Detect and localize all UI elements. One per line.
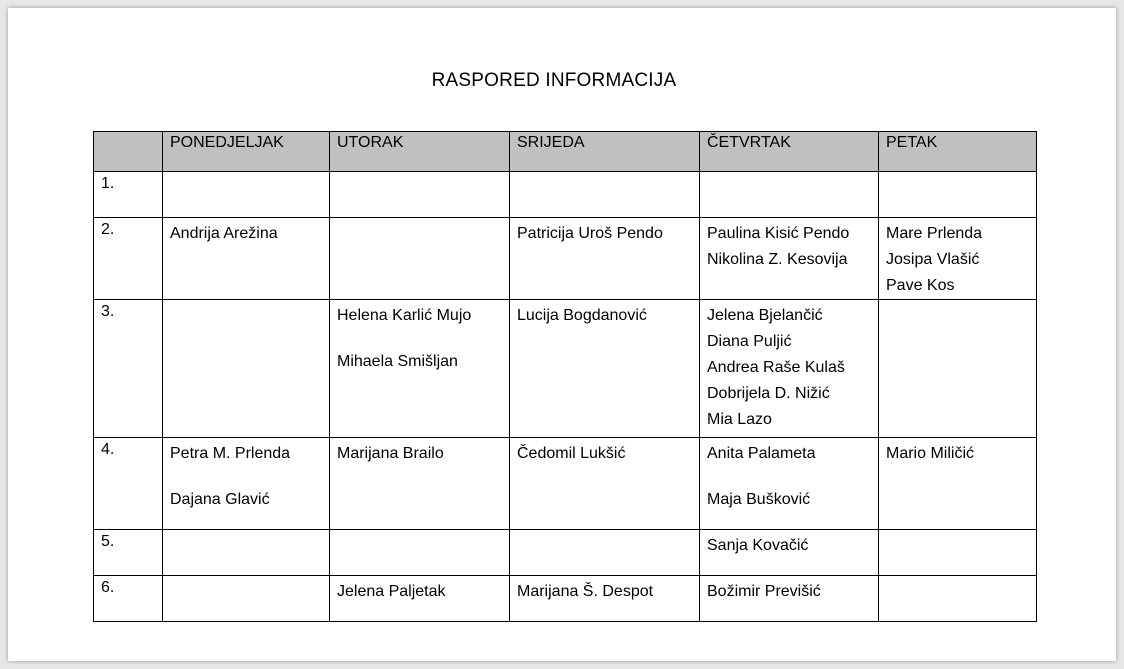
table-cell-thursday: [700, 218, 879, 300]
table-cell-tuesday: [330, 530, 510, 576]
table-cell-wednesday: [510, 172, 700, 218]
table-row: [94, 438, 1037, 530]
person-name: Helena Karlić Mujo: [337, 307, 472, 324]
person-name: Dobrijela D. Nižić: [707, 385, 830, 402]
table-cell-monday: [163, 576, 330, 622]
table-cell-tuesday: [330, 576, 510, 622]
header-cell-wednesday: SRIJEDA: [510, 132, 700, 172]
table-cell-wednesday: [510, 218, 700, 300]
person-name: Andrija Arežina: [170, 225, 278, 242]
person-name: Marijana Š. Despot: [517, 583, 654, 600]
person-name: Čedomil Lukšić: [517, 445, 626, 462]
person-name: Petra M. Prlenda: [170, 445, 291, 462]
row-number-cell: 5.: [94, 530, 163, 576]
table-cell-monday: [163, 530, 330, 576]
table-cell-wednesday: [510, 576, 700, 622]
header-cell-row-number: [94, 132, 163, 172]
person-name: Maja Bušković: [707, 491, 811, 508]
table-cell-thursday: [700, 172, 879, 218]
schedule-table: [93, 131, 1037, 622]
header-cell-friday: PETAK: [879, 132, 1037, 172]
table-cell-tuesday: [330, 172, 510, 218]
table-cell-wednesday: [510, 530, 700, 576]
person-name: Pave Kos: [886, 277, 955, 294]
table-cell-monday: [163, 218, 330, 300]
table-cell-tuesday: [330, 218, 510, 300]
table-cell-friday: [879, 300, 1037, 438]
table-cell-wednesday: [510, 300, 700, 438]
row-number-cell: 3.: [94, 300, 163, 438]
table-cell-tuesday: [330, 438, 510, 530]
person-name: Mare Prlenda: [886, 225, 983, 242]
row-number-cell: 6.: [94, 576, 163, 622]
person-name: Paulina Kisić Pendo: [707, 225, 850, 242]
table-cell-friday: [879, 172, 1037, 218]
person-name: Jelena Bjelančić: [707, 307, 823, 324]
header-cell-tuesday: UTORAK: [330, 132, 510, 172]
header-cell-thursday: ČETVRTAK: [700, 132, 879, 172]
person-name: Anita Palameta: [707, 445, 816, 462]
row-number-cell: 1.: [94, 172, 163, 218]
person-name: Božimir Previšić: [707, 583, 821, 600]
table-cell-monday: [163, 300, 330, 438]
table-cell-thursday: [700, 530, 879, 576]
table-cell-friday: [879, 218, 1037, 300]
table-row: [94, 576, 1037, 622]
person-name: Andrea Raše Kulaš: [707, 359, 845, 376]
person-name: Diana Puljić: [707, 333, 792, 350]
table-row: [94, 530, 1037, 576]
person-name: Sanja Kovačić: [707, 537, 809, 554]
table-cell-friday: [879, 530, 1037, 576]
person-name: Josipa Vlašić: [886, 251, 980, 268]
person-name: Mihaela Smišljan: [337, 353, 458, 370]
row-number-cell: 2.: [94, 218, 163, 300]
table-cell-tuesday: [330, 300, 510, 438]
table-cell-thursday: [700, 576, 879, 622]
table-row: [94, 172, 1037, 218]
person-name: Lucija Bogdanović: [517, 307, 647, 324]
person-name: Patricija Uroš Pendo: [517, 225, 663, 242]
table-cell-thursday: [700, 300, 879, 438]
table-cell-monday: [163, 172, 330, 218]
document-page: [8, 8, 1116, 661]
table-cell-monday: [163, 438, 330, 530]
person-name: Mario Miličić: [886, 445, 974, 462]
table-cell-friday: [879, 438, 1037, 530]
table-row: [94, 218, 1037, 300]
person-name: Nikolina Z. Kesovija: [707, 251, 848, 268]
person-name: Dajana Glavić: [170, 491, 270, 508]
header-cell-monday: PONEDJELJAK: [163, 132, 330, 172]
page-title: RASPORED INFORMACIJA: [431, 70, 677, 91]
table-header-row: [94, 132, 1037, 172]
person-name: Mia Lazo: [707, 411, 772, 428]
row-number-cell: 4.: [94, 438, 163, 530]
table-row: [94, 300, 1037, 438]
table-cell-friday: [879, 576, 1037, 622]
table-cell-thursday: [700, 438, 879, 530]
person-name: Jelena Paljetak: [337, 583, 446, 600]
person-name: Marijana Brailo: [337, 445, 444, 462]
table-cell-wednesday: [510, 438, 700, 530]
